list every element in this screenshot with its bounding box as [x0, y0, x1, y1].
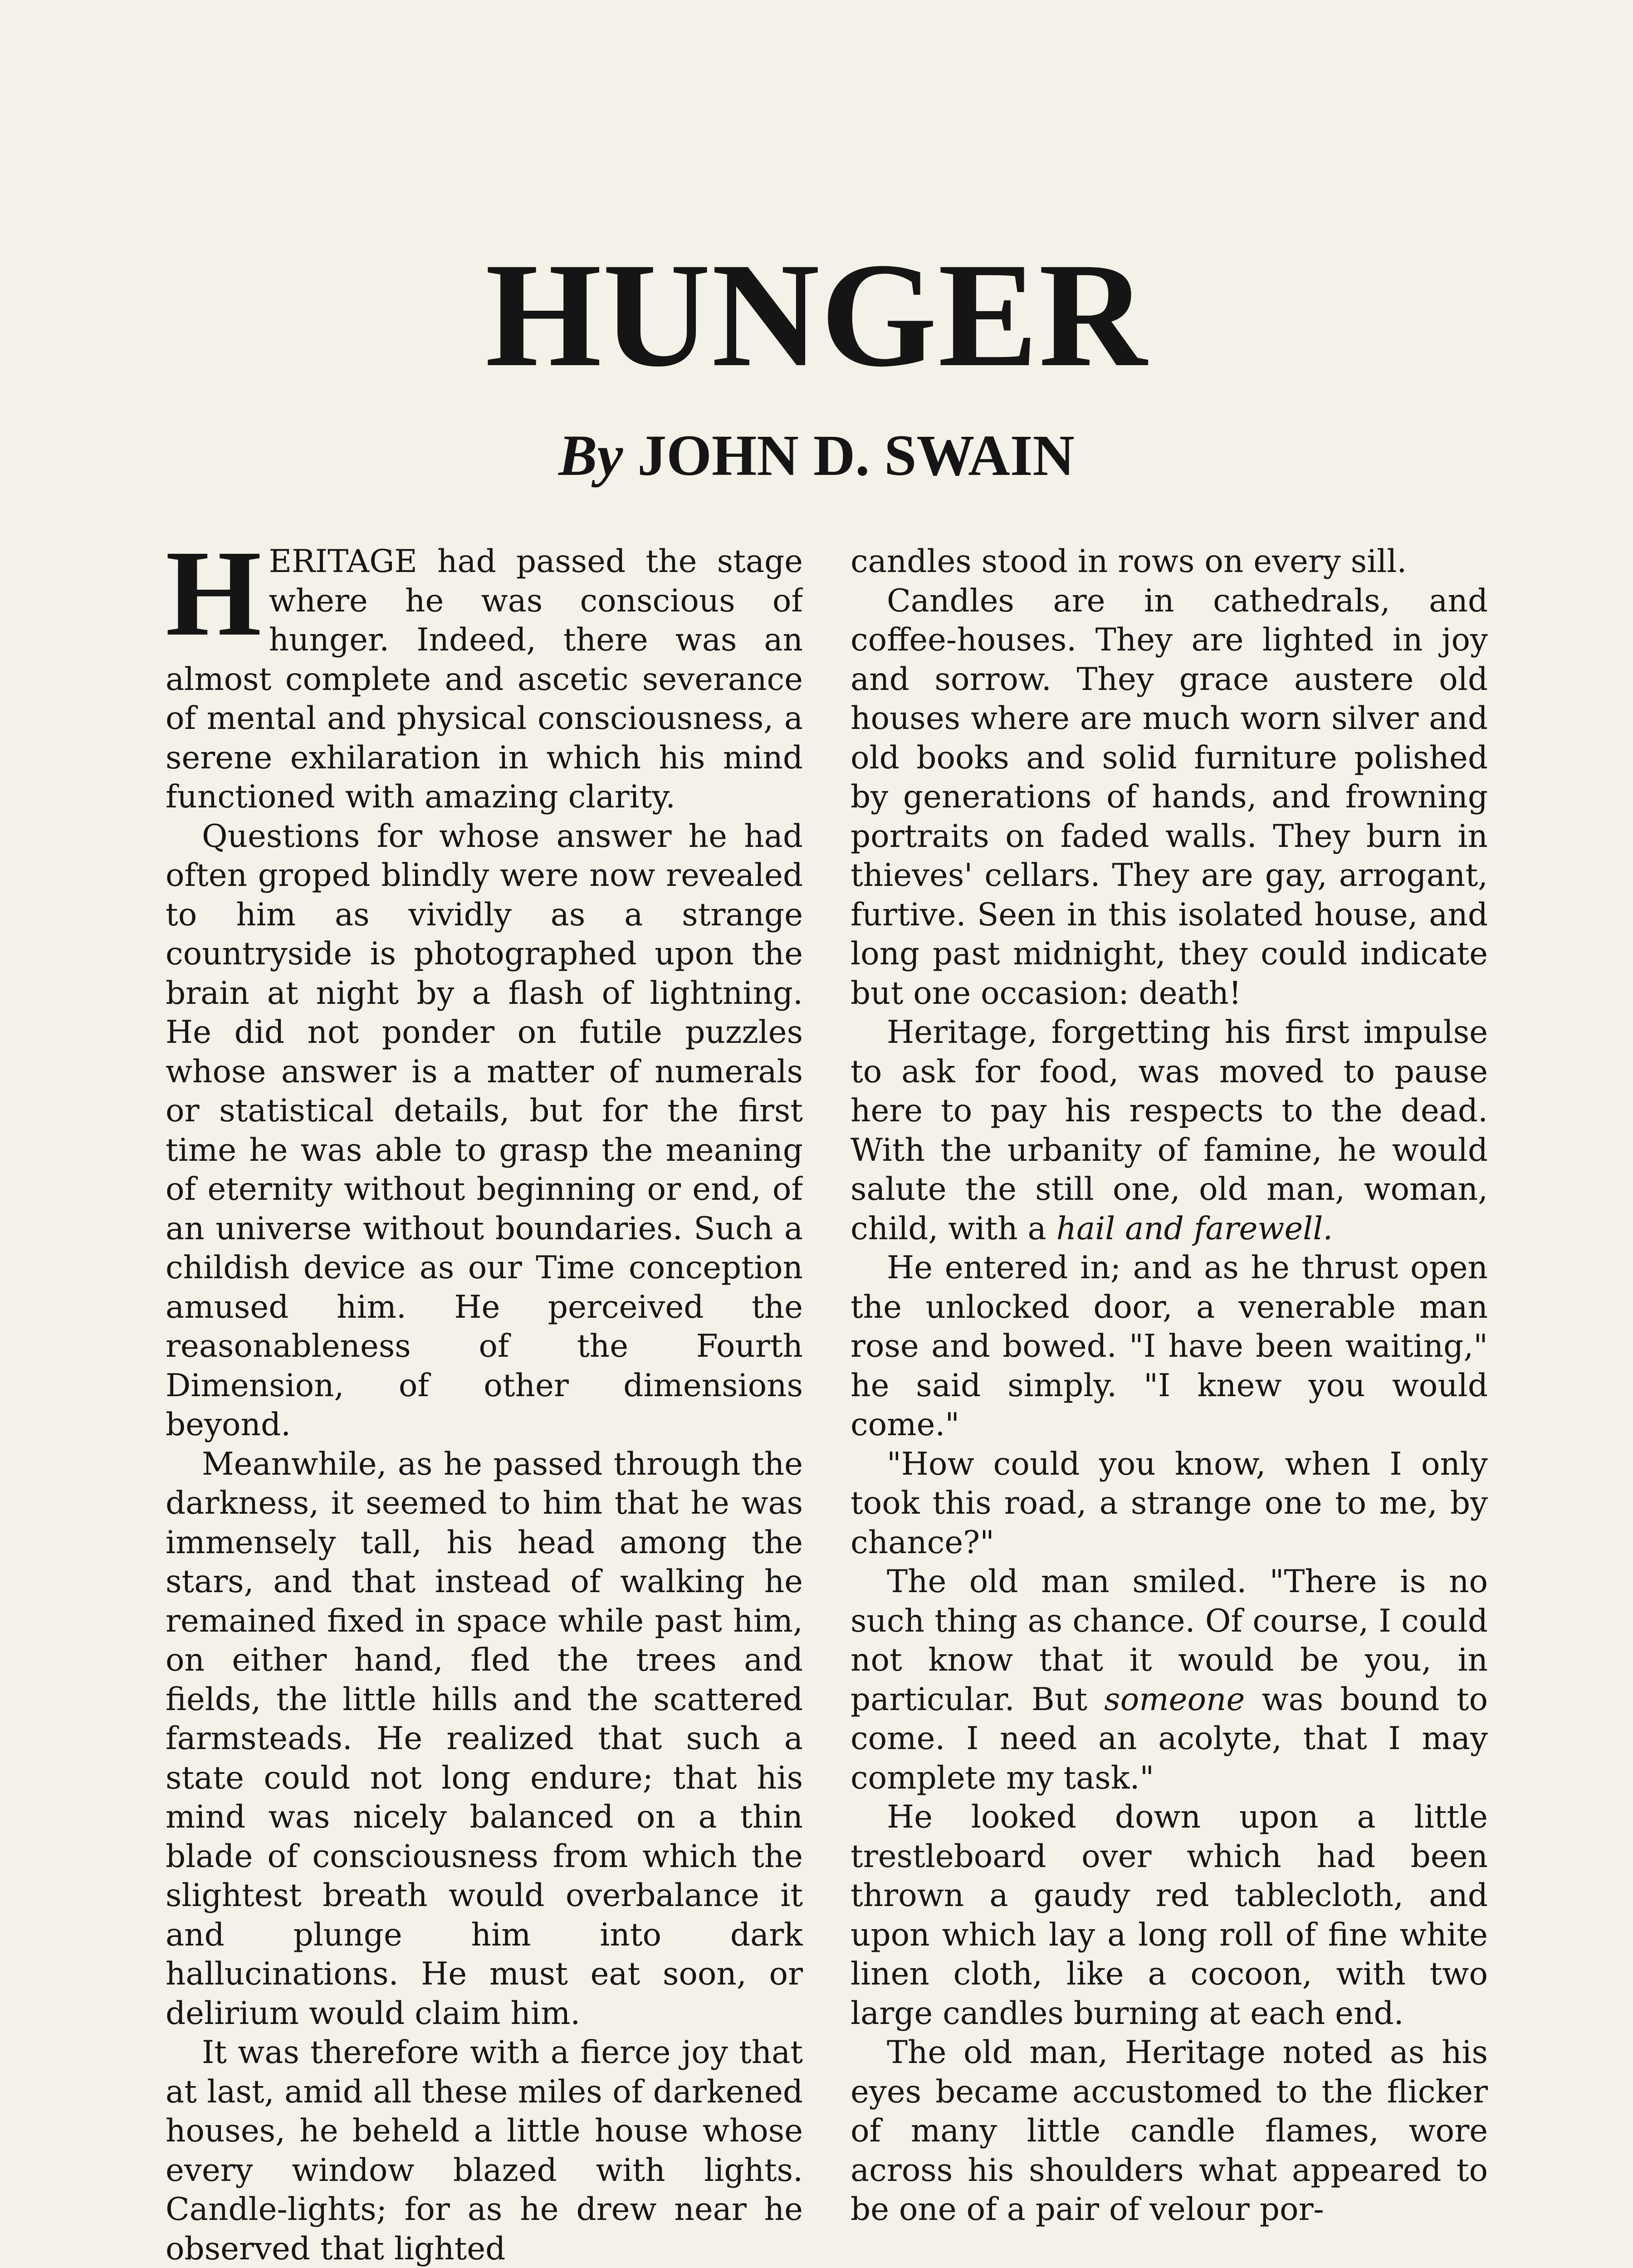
drop-cap: H — [166, 542, 262, 661]
paragraph-4: It was therefore with a fierce joy that at last, amid all these miles of darkened houses, he beheld a little house whose every window blazed with lights. Candle-lights; for as he drew near he observed that lighted — [166, 2034, 803, 2267]
paragraph-2: Questions for whose answer he had often groped blindly were now revealed to him as vividly as a strange countryside is photographed upon the brain at night by a flash of lightning. He did not ponder on futile puzzles whose answer is a matter of numerals or statistical details, but for the first time he was able to grasp the meaning of eternity without beginning or end, of an universe without boundaries. Such a childish device as our Time conception amused him. He perceived the reasonableness of the Fourth Dimension, of other dimensions beyond. — [166, 818, 803, 1443]
left-column — [166, 542, 803, 2268]
right-column — [851, 542, 1488, 2268]
paragraph-9: "How could you know, when I only took this road, a strange one to me, by chance?" — [851, 1446, 1488, 1561]
paragraph-7 — [851, 1013, 1488, 1248]
paragraph-8: He entered in; and as he thrust open the unlocked door, a venerable man rose and bowed. "I have been waiting," he said simply. "I knew you would come." — [851, 1250, 1488, 1443]
paragraph-10-text-a: The old man smiled. "There is no such thing as chance. Of course, I could not know that it would be you, in particular. But — [851, 1564, 1488, 1718]
paragraph-11: He looked down upon a little trestleboard over which had been thrown a gaudy red tablecloth, and upon which lay a long roll of fine white linen cloth, like a cocoon, with two large candles burning at each end. — [851, 1799, 1488, 2032]
byline-by: By — [558, 423, 623, 488]
paragraph-7-italic: hail and farewell. — [1056, 1210, 1333, 1247]
paragraph-10-text-b: was bound to come. I need an acolyte, that I may complete my task." — [851, 1681, 1488, 1796]
paragraph-10-italic: someone — [1104, 1681, 1245, 1718]
paragraph-5: candles stood in rows on every sill. — [851, 543, 1407, 580]
paragraph-1 — [166, 542, 803, 817]
paragraph-6: Candles are in cathedrals, and coffee-houses. They are lighted in joy and sorrow. They grace austere old houses where are much worn silver and old books and solid furniture polished by generations of hands, and frowning portraits on faded walls. They burn in thieves' cellars. They are gay, arrogant, furtive. Seen in this isolated house, and long past midnight, they could indicate but one occasion: death! — [851, 582, 1488, 1012]
paragraph-12: The old man, Heritage noted as his eyes became accustomed to the flicker of many little candle flames, wore across his shoulders what appeared to be one of a pair of velour por- — [851, 2034, 1488, 2228]
byline — [0, 423, 1633, 488]
paragraph-10 — [851, 1562, 1488, 1798]
paragraph-3: Meanwhile, as he passed through the darkness, it seemed to him that he was immensely tall, his head among the stars, and that instead of walking he remained fixed in space while past him, on either hand, fled the trees and fields, the little hills and the scattered farmsteads. He realized that such a state could not long endure; that his mind was nicely balanced on a thin blade of consciousness from which the slightest breath would overbalance it and plunge him into dark hallucinations. He must eat soon, or delirium would claim him. — [166, 1446, 803, 2032]
story-title: HUNGER — [485, 232, 1148, 398]
byline-author: JOHN D. SWAIN — [637, 423, 1075, 488]
paragraph-1-text: ERITAGE had passed the stage where he was conscious of hunger. Indeed, there was an almost complete and ascetic severance of mental and physical consciousness, a serene exhilaration in which his mind functioned with amazing clarity. — [166, 543, 803, 815]
paragraph-7-text: Heritage, forgetting his first impulse to ask for food, was moved to pause here to pay his respects to the dead. With the urbanity of famine, he would salute the still one, old man, woman, child, with a — [851, 1014, 1488, 1247]
